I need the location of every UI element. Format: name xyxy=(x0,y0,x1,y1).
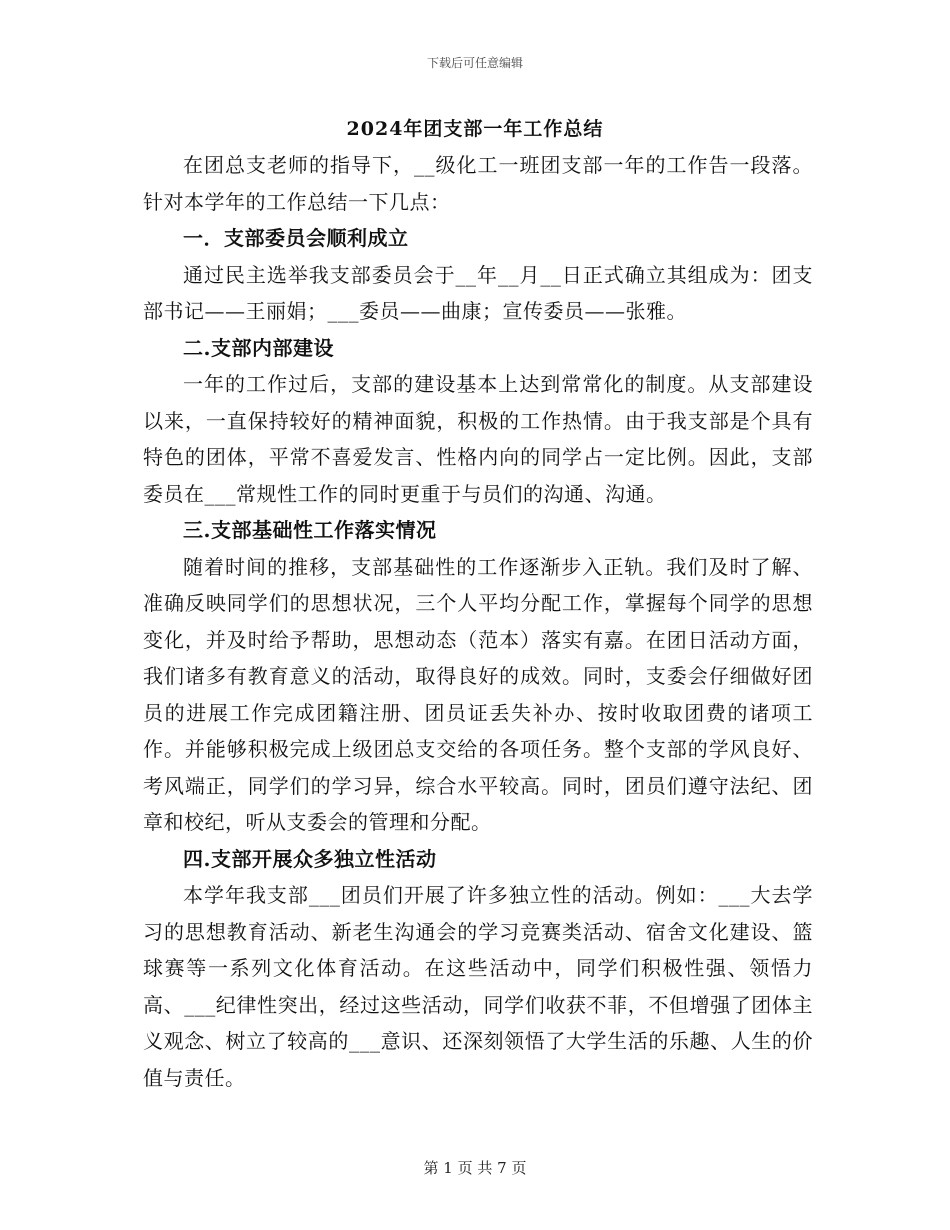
section-3-paragraph: 随着时间的推移，支部基础性的工作逐渐步入正轨。我们及时了解、准确反映同学们的思想状况，三个人平均分配工作，掌握每个同学的思想变化，并及时给予帮助，思想动态（范本）落实有嘉。在团日活动方面，我们诸多有教育意义的活动，取得良好的成效。同时，支委会仔细做好团员的进展工作完成团籍注册、团员证丢失补办、按时收取团费的诸项工作。并能够积极完成上级团总支交给的各项任务。整个支部的学风良好、考风端正，同学们的学习异，综合水平较高。同时，团员们遵守法纪、团章和校纪，听从支委会的管理和分配。 xyxy=(143,554,813,834)
section-heading-2: 二.支部内部建设 xyxy=(183,335,334,360)
section-1-paragraph: 通过民主选举我支部委员会于__年__月__日正式确立其组成为：团支部书记——王丽娟；___委员——曲康；宣传委员——张雅。 xyxy=(143,262,813,323)
document-title: 2024年团支部一年工作总结 xyxy=(346,118,604,140)
page-number: 第 1 页 共 7 页 xyxy=(423,1159,527,1177)
section-heading-4: 四.支部开展众多独立性活动 xyxy=(183,846,437,871)
header-note: 下载后可任意编辑 xyxy=(426,56,523,70)
section-heading-1: 一．支部委员会顺利成立 xyxy=(183,226,409,250)
section-heading-3: 三.支部基础性工作落实情况 xyxy=(183,518,437,542)
intro-paragraph: 在团总支老师的指导下，__级化工一班团支部一年的工作告一段落。针对本学年的工作总结一下几点： xyxy=(143,153,813,214)
section-4-paragraph: 本学年我支部___团员们开展了许多独立性的活动。例如：___大去学习的思想教育活动、新老生沟通会的学习竞赛类活动、宿舍文化建设、篮球赛等一系列文化体育活动。在这些活动中，同学们积极性强、领悟力高、___纪律性突出，经过这些活动，同学们收获不菲，不但增强了团体主义观念、树立了较高的___意识、还深刻领悟了大学生活的乐趣、人生的价值与责任。 xyxy=(143,883,813,1090)
section-2-paragraph: 一年的工作过后，支部的建设基本上达到常常化的制度。从支部建设以来，一直保持较好的精神面貌，积极的工作热情。由于我支部是个具有特色的团体，平常不喜爱发言、性格内向的同学占一定比例。因此，支部委员在___常规性工作的同时更重于与员们的沟通、沟通。 xyxy=(143,372,813,506)
document-body xyxy=(143,147,813,1096)
